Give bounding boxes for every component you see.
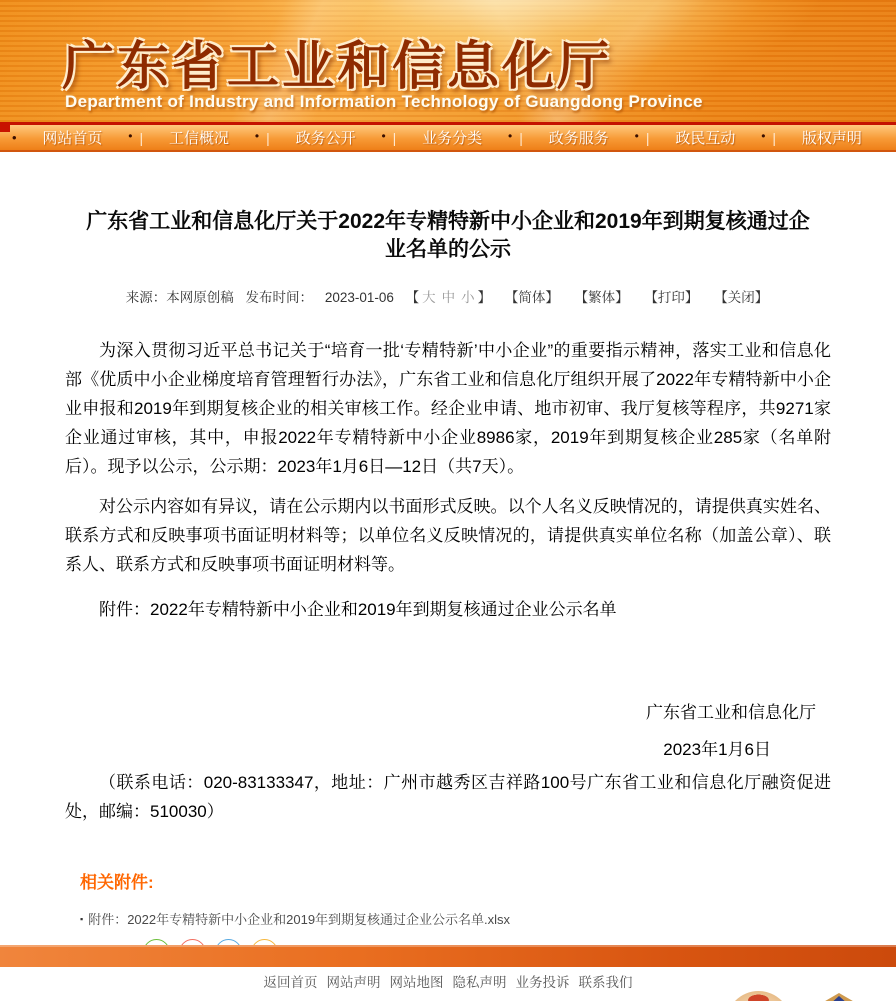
attachment-link[interactable] xyxy=(80,909,831,928)
bottom-star-badge xyxy=(820,993,858,1001)
article-meta xyxy=(65,286,831,306)
nav-item-copyright[interactable]: 版权声明 xyxy=(801,130,862,147)
paragraph-2: 对公示内容如有异议，请在公示期内以书面形式反映。以个人名义反映情况的，请提供真实姓名、联系方式和反映事项书面证明材料等；以单位名义反映情况的，请提供真实单位名称（加盖公章）、联系人、联系方式和反映事项书面证明材料等。 xyxy=(65,497,831,574)
footer-link-contact[interactable]: 联系我们 xyxy=(578,975,633,990)
meta-publish-label: 发布时间： xyxy=(245,290,314,305)
nav-separator: • | xyxy=(761,128,777,146)
font-size-large-button[interactable]: 大 xyxy=(422,290,436,305)
nav-item-services[interactable]: 政务服务 xyxy=(548,130,609,147)
nav-item-overview[interactable]: 工信概况 xyxy=(169,130,230,147)
font-size-switcher: 【 大 中 小 】 xyxy=(405,290,492,305)
nav-lead-bullet: • xyxy=(12,130,17,145)
attachment-line: 附件：2022年专精特新中小企业和2019年到期复核通过企业公示名单 xyxy=(99,600,617,619)
signature: 广东省工业和信息化厅 xyxy=(646,703,816,722)
nav-separator: • | xyxy=(128,128,144,146)
footer-link-home[interactable]: 返回首页 xyxy=(263,975,318,990)
article-content xyxy=(65,152,831,966)
meta-publish-date: 2023-01-06 xyxy=(324,290,394,305)
nav-separator: • | xyxy=(254,128,270,146)
close-button[interactable]: 【关闭】 xyxy=(714,290,769,305)
contact-info: （联系电话：020-83133347，地址：广州市越秀区吉祥路100号广东省工业和信息化厅融资促进处，邮编：510030） xyxy=(65,773,831,821)
font-size-small-button[interactable]: 小 xyxy=(461,290,475,305)
article-title: 广东省工业和信息化厅关于2022年专精特新中小企业和2019年到期复核通过企业名单的公示 xyxy=(86,210,810,261)
related-attachments-heading: 相关附件: xyxy=(80,873,154,892)
main-nav xyxy=(0,122,896,152)
nav-item-gov-affairs[interactable]: 政务公开 xyxy=(295,130,356,147)
attachment-link-label: 附件：2022年专精特新中小企业和2019年到期复核通过企业公示名单.xlsx xyxy=(88,912,511,927)
footer-link-sitemap[interactable]: 网站地图 xyxy=(389,975,444,990)
footer-bar xyxy=(0,945,896,967)
font-size-medium-button[interactable]: 中 xyxy=(441,290,456,305)
nav-item-interaction[interactable]: 政民互动 xyxy=(675,130,736,147)
nav-separator: • | xyxy=(634,128,650,146)
print-button[interactable]: 【打印】 xyxy=(644,290,699,305)
square-bullet-icon: ▪ xyxy=(80,914,84,924)
nav-separator: • | xyxy=(381,128,397,146)
site-title-cn: 广东省工业和信息化厅 xyxy=(62,38,613,96)
footer-links xyxy=(0,971,896,991)
nav-item-business[interactable]: 业务分类 xyxy=(422,130,483,147)
meta-source: 来源：本网原创稿 xyxy=(125,290,234,305)
bottom-seal-badge xyxy=(726,991,791,1001)
simplified-button[interactable]: 【简体】 xyxy=(504,290,559,305)
paragraph-1: 为深入贯彻习近平总书记关于“培育一批‘专精特新’中小企业”的重要指示精神，落实工业和信息化部《优质中小企业梯度培育管理暂行办法》，广东省工业和信息化厅组织开展了2022年专精特新中小企业申报和2019年到期复核企业的相关审核工作。经企业申请、地市初审、我厅复核等程序，共9271家企业通过审核，其中，申报2022年专精特新中小企业8986家，2019年到期复核企业285家（名单附后）。现予以公示，公示期：2023年1月6日—12日（共7天）。 xyxy=(65,341,831,476)
footer-link-privacy[interactable]: 隐私声明 xyxy=(452,975,507,990)
footer-link-site-statement[interactable]: 网站声明 xyxy=(326,975,381,990)
traditional-button[interactable]: 【繁体】 xyxy=(574,290,629,305)
signature-date: 2023年1月6日 xyxy=(663,740,771,759)
site-banner xyxy=(0,0,896,122)
nav-item-home[interactable]: 网站首页 xyxy=(42,130,103,147)
nav-separator: • | xyxy=(508,128,523,146)
footer-link-complaints[interactable]: 业务投诉 xyxy=(515,975,570,990)
site-title-en: Department of Industry and Information Technology of Guangdong Province xyxy=(65,92,703,111)
